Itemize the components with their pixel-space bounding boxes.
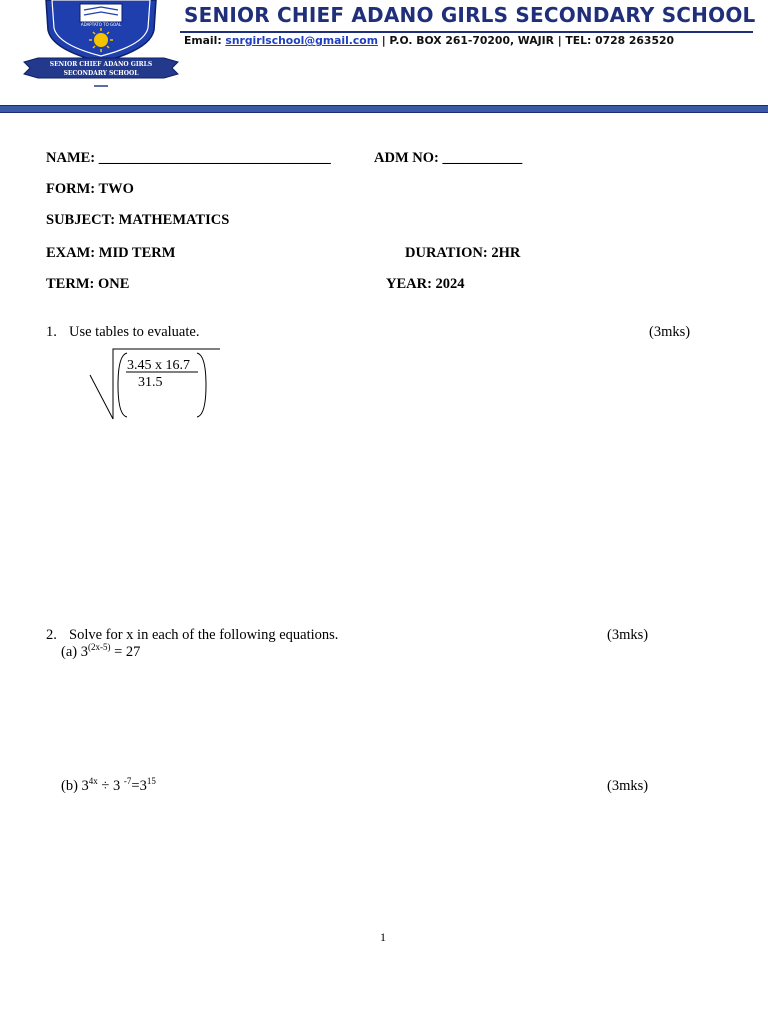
q1-denominator: 31.5 bbox=[138, 375, 163, 390]
q2a-base: 3 bbox=[80, 644, 88, 660]
q2a-label: (a) bbox=[61, 644, 78, 660]
adm-no-field: ADM NO: ___________ bbox=[374, 150, 523, 166]
term-field: TERM: ONE bbox=[46, 276, 130, 292]
q2a-equation bbox=[61, 644, 140, 661]
q2a-rest: = 27 bbox=[110, 644, 141, 660]
form-field: FORM: TWO bbox=[46, 181, 134, 197]
subject-field: SUBJECT: MATHEMATICS bbox=[46, 212, 230, 228]
q2-marks: (3mks) bbox=[607, 627, 649, 643]
q1-text: Use tables to evaluate. bbox=[69, 324, 200, 340]
logo-ribbon-line1: SENIOR CHIEF ADANO GIRLS bbox=[49, 61, 153, 68]
page-number: 1 bbox=[380, 930, 386, 944]
name-field: NAME: ________________________________ bbox=[46, 150, 331, 166]
q2b-label: (b) bbox=[61, 778, 78, 794]
q2-number: 2. bbox=[46, 627, 57, 643]
header-rule bbox=[180, 31, 753, 33]
logo-ribbon-line2: SECONDARY SCHOOL bbox=[63, 70, 139, 77]
contact-line bbox=[184, 34, 674, 47]
email-link[interactable]: snrgirlschool@gmail.com bbox=[225, 34, 378, 47]
q2b-exponent-2: -7 bbox=[123, 776, 132, 786]
q2b-marks: (3mks) bbox=[607, 778, 649, 794]
q2b-base: 3 bbox=[81, 778, 89, 794]
q2a-exponent: (2x-5) bbox=[87, 642, 111, 652]
logo-motto: ADAPTATO TO GOAL bbox=[80, 22, 122, 27]
q1-number: 1. bbox=[46, 324, 57, 340]
header-band bbox=[0, 105, 768, 113]
q2b-equation bbox=[61, 778, 156, 795]
q1-marks: (3mks) bbox=[649, 324, 691, 340]
q2b-divide: ÷ 3 bbox=[97, 778, 124, 794]
contact-details: | P.O. BOX 261-70200, WAJIR | TEL: 0728 263520 bbox=[377, 34, 674, 47]
contact-prefix: Email: bbox=[184, 34, 226, 47]
duration-field: DURATION: 2HR bbox=[405, 245, 521, 261]
school-name: SENIOR CHIEF ADANO GIRLS SECONDARY SCHOOL bbox=[184, 3, 756, 27]
year-field: YEAR: 2024 bbox=[386, 276, 465, 292]
q2b-equals: =3 bbox=[131, 778, 147, 794]
q2b-exponent-3: 15 bbox=[146, 776, 156, 786]
q1-numerator: 3.45 x 16.7 bbox=[127, 358, 190, 373]
exam-field: EXAM: MID TERM bbox=[46, 245, 176, 261]
q2b-exponent-1: 4x bbox=[88, 776, 98, 786]
q2-text: Solve for x in each of the following equations. bbox=[69, 627, 339, 643]
school-logo bbox=[20, 0, 182, 92]
